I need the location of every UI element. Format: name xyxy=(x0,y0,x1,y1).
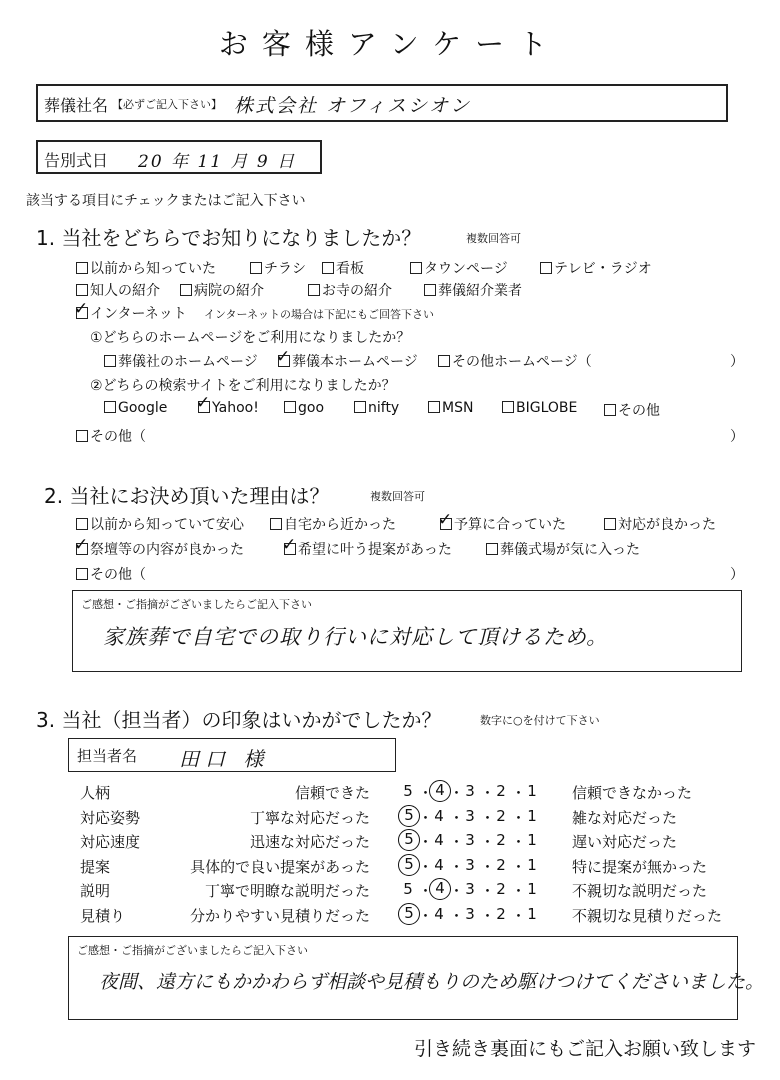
checkbox-checked[interactable] xyxy=(440,518,452,530)
q1-sub2-option-3[interactable]: nifty xyxy=(354,400,399,416)
q1-sub2-option-4[interactable]: MSN xyxy=(428,400,473,416)
q1-option-9[interactable]: ✓インターネット xyxy=(76,303,187,323)
ceremony-date-box xyxy=(36,140,322,174)
checkbox[interactable] xyxy=(76,568,88,580)
rating-negative-label: 雑な対応だった xyxy=(572,808,678,827)
scale-separator: ・ xyxy=(449,784,465,802)
scale-separator: ・ xyxy=(480,906,496,925)
checkbox[interactable] xyxy=(354,401,366,413)
q2-other-close-paren: ） xyxy=(730,567,744,583)
rating-negative-label: 信頼できなかった xyxy=(572,784,693,802)
rating-negative-label: 遅い対応だった xyxy=(572,833,678,851)
q2-option-3[interactable]: 対応が良かった xyxy=(604,514,716,534)
checkbox-checked[interactable] xyxy=(278,355,290,367)
rating-option[interactable]: 5 xyxy=(403,880,413,898)
checkbox[interactable] xyxy=(284,401,296,413)
q1-other[interactable]: その他（ xyxy=(76,426,146,446)
q1-sub1-title: ①どちらのホームページをご利用になりましたか？ xyxy=(90,330,411,346)
rating-option[interactable]: 3 xyxy=(465,806,475,825)
company-note: 【必ずご記入下さい】 xyxy=(112,98,222,111)
q1-note: 複数回答可 xyxy=(466,232,521,245)
checkbox[interactable] xyxy=(308,284,320,296)
rating-option[interactable]: 1 xyxy=(527,880,537,898)
checkbox[interactable] xyxy=(428,401,440,413)
q2-option-5[interactable]: ✓ 希望に叶う提案があった xyxy=(284,539,452,559)
q3-title: 3. 当社（担当者）の印象はいかがでしたか？ xyxy=(36,708,442,732)
q2-option-2[interactable]: ✓ 予算に合っていた xyxy=(440,514,566,534)
q2-comment-label: ご感想・ご指摘がございましたらご記入下さい xyxy=(81,598,312,611)
rating-row xyxy=(0,880,780,902)
q1-option-3[interactable]: タウンページ xyxy=(410,258,508,278)
checkbox[interactable] xyxy=(76,518,88,530)
rating-category: 見積り xyxy=(80,906,126,925)
scale-separator: ・ xyxy=(418,784,434,802)
checkbox-checked[interactable] xyxy=(198,401,210,413)
rating-category: 対応姿勢 xyxy=(80,808,141,827)
rating-category: 人柄 xyxy=(80,784,111,802)
q2-comment-text: 家族葬で自宅での取り行いに対応して頂けるため。 xyxy=(103,625,609,649)
scale-separator: ・ xyxy=(418,882,434,900)
rating-option-selected[interactable]: 5 xyxy=(398,903,420,925)
rating-option[interactable]: 2 xyxy=(496,855,506,874)
q2-option-4[interactable]: ✓祭壇等の内容が良かった xyxy=(76,539,244,559)
rating-option[interactable]: 3 xyxy=(465,831,475,849)
rating-row xyxy=(0,831,780,853)
page-title: お客様アンケート xyxy=(218,27,562,61)
rating-positive-label: 分かりやすい見積りだった xyxy=(189,906,370,925)
rating-option[interactable]: 4 xyxy=(434,831,444,849)
scale-separator: ・ xyxy=(511,784,527,802)
q3-note: 数字に○を付けて下さい xyxy=(480,714,600,727)
rating-option-selected[interactable]: 5 xyxy=(398,829,420,851)
checkbox[interactable] xyxy=(270,518,282,530)
checkbox-checked[interactable] xyxy=(284,543,296,555)
q1-sub2-title: ②どちらの検索サイトをご利用になりましたか？ xyxy=(90,378,396,394)
rating-option[interactable]: 4 xyxy=(434,806,444,825)
q2-note: 複数回答可 xyxy=(370,490,425,503)
scale-separator: ・ xyxy=(418,906,434,925)
scale-separator: ・ xyxy=(418,857,434,876)
rating-row xyxy=(0,807,780,829)
rating-option[interactable]: 2 xyxy=(496,806,506,825)
q2-option-6[interactable]: 葬儀式場が気に入った xyxy=(486,539,640,559)
rating-positive-label: 具体的で良い提案があった xyxy=(190,857,370,876)
checkbox[interactable] xyxy=(76,284,88,296)
rating-option[interactable]: 1 xyxy=(527,806,537,825)
checkbox[interactable] xyxy=(410,262,422,274)
rating-row xyxy=(0,856,780,878)
q1-internet-note: インターネットの場合は下記にもご回答下さい xyxy=(204,308,435,321)
q1-option-6[interactable]: 病院の紹介 xyxy=(180,280,264,300)
scale-separator: ・ xyxy=(449,857,465,876)
rating-negative-label: 特に提案が無かった xyxy=(572,857,708,876)
checkbox-checked[interactable] xyxy=(76,307,88,319)
checkbox[interactable] xyxy=(76,430,88,442)
scale-separator: ・ xyxy=(449,808,465,827)
checkbox[interactable] xyxy=(104,355,116,367)
q1-sub2-option-5[interactable]: BIGLOBE xyxy=(502,400,577,416)
rating-option[interactable]: 4 xyxy=(434,904,444,923)
q1-sub2-option-2[interactable]: goo xyxy=(284,400,324,416)
checkbox[interactable] xyxy=(180,284,192,296)
rating-option-selected[interactable]: 5 xyxy=(398,805,420,827)
rating-option[interactable]: 2 xyxy=(496,831,506,849)
q1-option-5[interactable]: 知人の紹介 xyxy=(76,280,160,300)
q2-other[interactable]: その他（ xyxy=(76,564,146,584)
rating-option[interactable]: 1 xyxy=(527,855,537,874)
rating-option[interactable]: 3 xyxy=(465,904,475,923)
scale-separator: ・ xyxy=(480,808,496,827)
rating-option[interactable]: 1 xyxy=(527,831,537,849)
company-value[interactable]: 株式会社 オフィスシオン xyxy=(234,95,471,117)
checkbox[interactable] xyxy=(604,518,616,530)
rating-option[interactable]: 4 xyxy=(434,855,444,874)
scale-separator: ・ xyxy=(511,833,527,851)
scale-separator: ・ xyxy=(480,784,496,802)
rating-option-selected[interactable]: 5 xyxy=(398,854,420,876)
q1-sub1-option-2[interactable]: その他ホームページ（ xyxy=(438,351,592,371)
rating-option[interactable]: 2 xyxy=(496,782,506,800)
q2-title: 2. 当社にお決め頂いた理由は？ xyxy=(44,484,330,508)
scale-separator: ・ xyxy=(449,882,465,900)
checkbox[interactable] xyxy=(502,401,514,413)
q1-option-0[interactable]: 以前から知っていた xyxy=(76,258,216,278)
scale-separator: ・ xyxy=(511,882,527,900)
company-label: 葬儀社名 xyxy=(44,96,109,115)
rating-positive-label: 信頼できた xyxy=(294,784,370,802)
ceremony-date-value[interactable]: 20 年 11 月 9 日 xyxy=(138,152,297,172)
q2-comment-box[interactable] xyxy=(72,590,742,672)
rating-positive-label: 丁寧な対応だった xyxy=(249,808,370,827)
rating-category: 対応速度 xyxy=(80,833,141,851)
rating-option[interactable]: 2 xyxy=(496,880,506,898)
q1-sub2-option-6[interactable]: その他 xyxy=(604,400,660,420)
q2-option-1[interactable]: 自宅から近かった xyxy=(270,514,396,534)
q1-sub2-option-1[interactable]: ✓ Yahoo! xyxy=(198,400,259,416)
scale-separator: ・ xyxy=(449,906,465,925)
q1-option-1[interactable]: チラシ xyxy=(250,258,306,278)
scale-separator: ・ xyxy=(480,857,496,876)
scale-separator: ・ xyxy=(418,833,434,851)
rating-negative-label: 不親切な見積りだった xyxy=(572,906,723,925)
rating-option-selected[interactable]: 4 xyxy=(429,878,451,900)
rating-row xyxy=(0,782,780,804)
q3-comment-label: ご感想・ご指摘がございましたらご記入下さい xyxy=(77,944,308,957)
rating-option[interactable]: 3 xyxy=(465,782,475,800)
checkbox[interactable] xyxy=(424,284,436,296)
rating-option[interactable]: 1 xyxy=(527,904,537,923)
rating-option[interactable]: 3 xyxy=(465,855,475,874)
rating-positive-label: 迅速な対応だった xyxy=(249,833,370,851)
scale-separator: ・ xyxy=(511,808,527,827)
q3-comment-box[interactable] xyxy=(68,936,765,1020)
scale-separator: ・ xyxy=(449,833,465,851)
rating-category: 提案 xyxy=(80,857,111,876)
footer-note: 引き続き裏面にもご記入お願い致します xyxy=(413,1038,756,1060)
staff-label: 担当者名 xyxy=(77,747,138,765)
rating-option[interactable]: 1 xyxy=(527,782,537,800)
q1-title: 1. 当社をどちらでお知りになりましたか？ xyxy=(36,226,422,250)
checkbox[interactable] xyxy=(104,401,116,413)
checkbox[interactable] xyxy=(486,543,498,555)
scale-separator: ・ xyxy=(511,857,527,876)
rating-option[interactable]: 5 xyxy=(403,782,413,800)
staff-value[interactable]: 田口 様 xyxy=(179,747,270,771)
scale-separator: ・ xyxy=(511,906,527,925)
q1-option-2[interactable]: 看板 xyxy=(322,258,364,278)
checkbox[interactable] xyxy=(604,404,616,416)
checkbox[interactable] xyxy=(76,262,88,274)
rating-positive-label: 丁寧で明瞭な説明だった xyxy=(204,882,370,900)
q2-option-0[interactable]: 以前から知っていて安心 xyxy=(76,514,244,534)
q1-sub1-close-paren: ） xyxy=(730,354,744,370)
checkbox[interactable] xyxy=(322,262,334,274)
checkbox[interactable] xyxy=(250,262,262,274)
company-box xyxy=(36,84,728,122)
instruction-text: 該当する項目にチェックまたはご記入下さい xyxy=(26,193,306,209)
q1-option-8[interactable]: 葬儀紹介業者 xyxy=(424,280,522,300)
ceremony-date-label: 告別式日 xyxy=(44,151,109,170)
staff-box xyxy=(68,738,396,772)
rating-row xyxy=(0,905,780,927)
q1-sub1-option-1[interactable]: ✓ 葬儀本ホームページ xyxy=(278,351,418,371)
q1-other-close-paren: ） xyxy=(730,429,744,445)
rating-option-selected[interactable]: 4 xyxy=(429,780,451,802)
q1-option-7[interactable]: お寺の紹介 xyxy=(308,280,392,300)
checkbox[interactable] xyxy=(540,262,552,274)
scale-separator: ・ xyxy=(480,882,496,900)
q1-sub2-option-0[interactable]: Google xyxy=(104,400,167,416)
scale-separator: ・ xyxy=(480,833,496,851)
scale-separator: ・ xyxy=(418,808,434,827)
checkbox-checked[interactable] xyxy=(76,543,88,555)
q3-comment-text: 夜間、遠方にもかかわらず相談や見積もりのため駆けつけてくださいました。 xyxy=(99,971,765,993)
rating-option[interactable]: 2 xyxy=(496,904,506,923)
rating-category: 説明 xyxy=(80,882,111,900)
q1-sub1-option-0[interactable]: 葬儀社のホームページ xyxy=(104,351,258,371)
checkbox[interactable] xyxy=(438,355,450,367)
q1-option-4[interactable]: テレビ・ラジオ xyxy=(540,258,652,278)
rating-option[interactable]: 3 xyxy=(465,880,475,898)
rating-negative-label: 不親切な説明だった xyxy=(572,882,708,900)
